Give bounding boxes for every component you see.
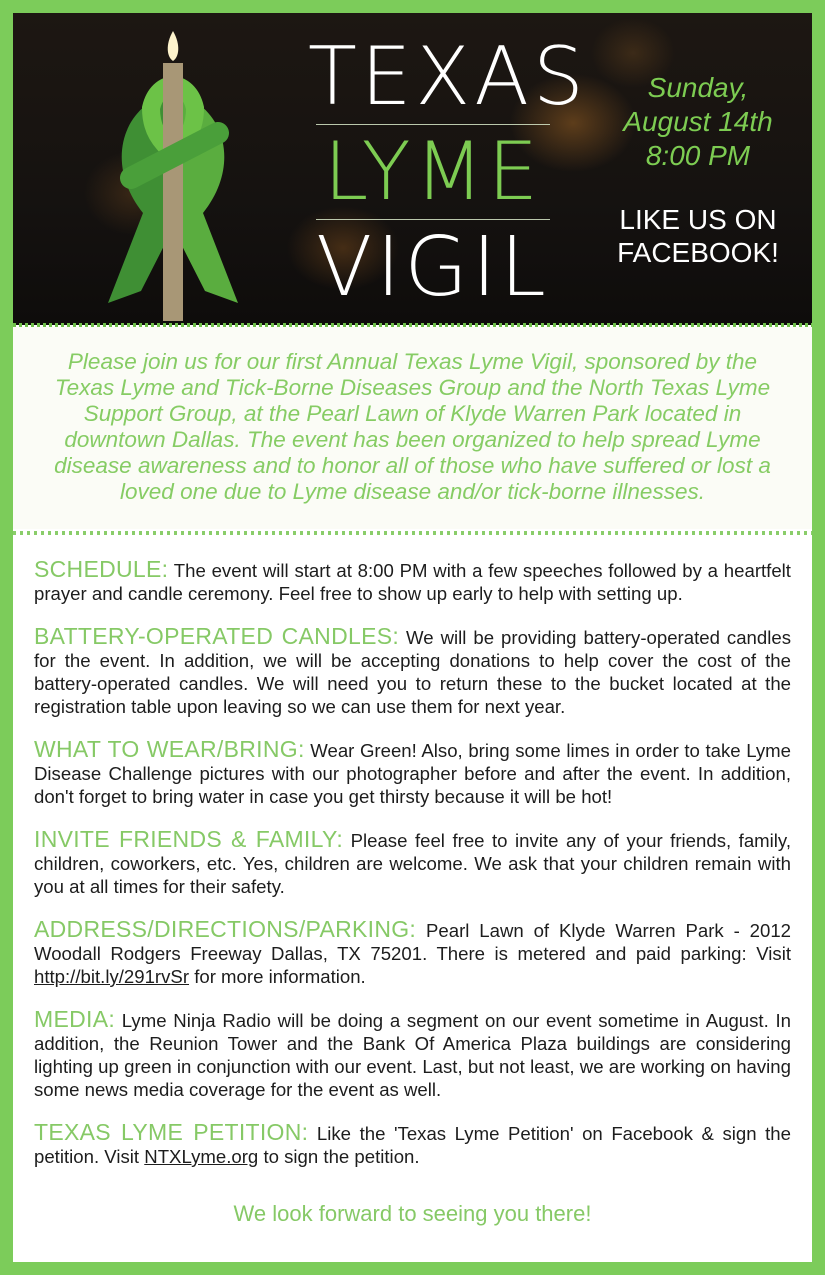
invite-text: Please feel free to invite any of your friends, family, children, coworkers, etc. Yes, children are welcome. We ask that your children remain with you at all times for their safety.: [34, 830, 792, 897]
header-banner: [13, 13, 812, 325]
dotted-divider: [13, 531, 812, 535]
section-candles: [34, 625, 791, 718]
petition-label: TEXAS LYME PETITION:: [34, 1119, 309, 1145]
title-divider-bottom: [316, 219, 550, 220]
wear-text: Wear Green! Also, bring some limes in order to take Lyme Disease Challenge pictures with our photographer before and after the event. In addition, don't forget to bring water in case you get thirsty because it will be hot!: [34, 740, 792, 807]
event-day: Sunday,: [647, 72, 749, 103]
section-address: [34, 918, 791, 988]
section-schedule: [34, 558, 791, 605]
facebook-line-1: LIKE US ON: [619, 204, 777, 235]
title-vigil: VIGIL: [316, 220, 550, 315]
intro-text: Please join us for our first Annual Texas Lyme Vigil, sponsored by the Texas Lyme and Tick-Borne Diseases Group and the North Texas Lyme Support Group, at the Pearl Lawn of Klyde Warren Park located in downtown Dallas. The event has been organized to help spread Lyme disease awareness and to honor all of those who have suffered or lost a loved one due to Lyme disease and/or tick-borne illnesses.: [54, 349, 771, 504]
wear-label: WHAT TO WEAR/BRING:: [34, 736, 305, 762]
event-title: [308, 30, 588, 315]
facebook-line-2: FACEBOOK!: [617, 237, 779, 268]
media-label: MEDIA:: [34, 1006, 116, 1032]
event-date: [598, 71, 798, 173]
candles-label: BATTERY-OPERATED CANDLES:: [34, 623, 400, 649]
petition-text-after: to sign the petition.: [263, 1146, 420, 1167]
closing-message: We look forward to seeing you there!: [233, 1201, 592, 1226]
facebook-callout: [598, 203, 798, 269]
schedule-text: The event will start at 8:00 PM with a few speeches followed by a heartfelt prayer and candle ceremony. Feel free to show up early to help with setting up.: [34, 560, 791, 604]
event-date-text: August 14th: [623, 106, 773, 137]
title-divider-top: [316, 124, 550, 125]
details-body: [34, 558, 791, 1188]
poster: [13, 13, 812, 1262]
section-invite: [34, 828, 791, 898]
ntxlyme-link[interactable]: NTXLyme.org: [144, 1146, 259, 1167]
address-label: ADDRESS/DIRECTIONS/PARKING:: [34, 916, 417, 942]
awareness-ribbon-candle-icon: [83, 23, 263, 323]
address-text: Pearl Lawn of Klyde Warren Park - 2012 Woodall Rodgers Freeway Dallas, TX 75201. There is metered and paid parking: Visit: [34, 920, 791, 964]
section-media: [34, 1008, 791, 1101]
media-text: Lyme Ninja Radio will be doing a segment on our event sometime in August. In addition, the Reunion Tower and the Bank Of America Plaza buildings are considering lighting up green in conjunction with our event. Last, but not least, we are working on having some news media coverage for the event as well.: [34, 1010, 791, 1100]
intro-panel: [13, 327, 812, 529]
parking-info-link[interactable]: http://bit.ly/291rvSr: [34, 966, 190, 987]
title-texas: TEXAS: [308, 30, 588, 123]
section-petition: [34, 1121, 791, 1168]
candles-text: We will be providing battery-operated candles for the event. In addition, we will be accepting donations to help cover the cost of the battery-operated candles. We will need you to return these to the bucket located at the registration table upon leaving so we can use them for next year.: [34, 627, 791, 717]
invite-label: INVITE FRIENDS & FAMILY:: [34, 826, 344, 852]
event-time: 8:00 PM: [645, 140, 751, 171]
title-lyme: LYME: [323, 125, 543, 218]
address-text-after: for more information.: [194, 966, 366, 987]
petition-text: Like the 'Texas Lyme Petition' on Facebook & sign the petition. Visit: [34, 1123, 791, 1167]
section-wear: [34, 738, 791, 808]
schedule-label: SCHEDULE:: [34, 556, 169, 582]
